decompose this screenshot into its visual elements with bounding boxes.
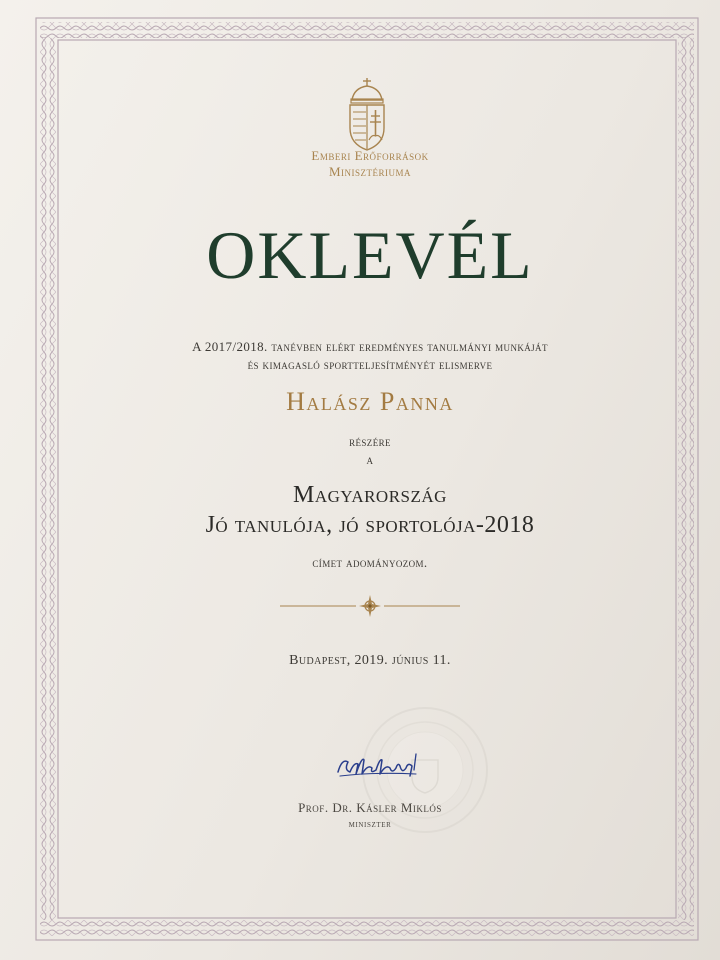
diploma-title: OKLEVÉL xyxy=(206,217,534,293)
award-line2: Jó tanulója, jó sportolója-2018 xyxy=(205,512,535,538)
intro-line2: és kimagasló sportteljesítményét elismerve xyxy=(247,357,493,372)
hungarian-coat-of-arms-icon xyxy=(342,76,392,152)
ministry-name-line1: Emberi Erőforrások xyxy=(311,148,429,163)
signer-title: miniszter xyxy=(348,819,392,830)
ministry-name-line2: Minisztériuma xyxy=(328,164,412,179)
signer-name: Prof. Dr. Kásler Miklós xyxy=(298,800,442,815)
article-label: a xyxy=(366,452,374,467)
award-line1: Magyarország xyxy=(293,482,447,508)
intro-line1: A 2017/2018. tanévben elért eredményes tanulmányi munkáját xyxy=(192,339,548,354)
handwritten-signature-icon xyxy=(334,748,424,784)
conferral-text: címet adományozom. xyxy=(312,555,428,570)
place-and-date: Budapest, 2019. június 11. xyxy=(289,653,451,668)
diploma-content xyxy=(60,60,680,920)
compass-rose-divider-icon xyxy=(280,593,460,619)
recipient-name: Halász Panna xyxy=(286,387,454,416)
for-label: részére xyxy=(349,434,391,449)
